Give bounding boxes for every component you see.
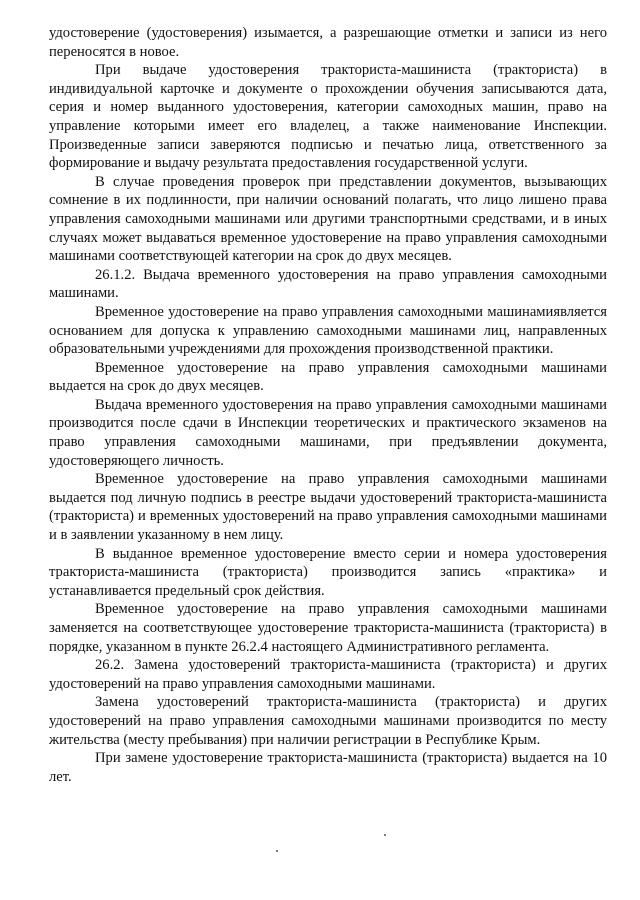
document-page [49, 24, 607, 786]
section-heading: 26.2. Замена удостоверений тракториста-машиниста (тракториста) и других удостоверений на право управления самоходными машинами. [49, 657, 607, 692]
paragraph: Временное удостоверение на право управления самоходными машинамиявляется основанием для допуска к управлению самоходными машинами лиц, направленных образовательными учреждениями для прохождения производственной практики. [49, 303, 607, 358]
scan-speck [276, 850, 278, 852]
paragraph: При выдаче удостоверения тракториста-машиниста (тракториста) в индивидуальной карточке и документе о прохождении обучения записываются дата, серия и номер выданного удостоверения, категории самоходных машин, право на управление которыми имеет его владелец, а также наименование Инспекции. Произведенные записи заверяются подписью и печатью лица, ответственного за формирование и выдачу результата предоставления государственной услуги. [49, 62, 607, 172]
paragraph: В выданное временное удостоверение вместо серии и номера удостоверения тракториста-машиниста (тракториста) производится запись «практика» и устанавливается предельный срок действия. [49, 545, 607, 599]
paragraph: При замене удостоверение тракториста-машиниста (тракториста) выдается на 10 лет. [49, 750, 607, 785]
section-heading: 26.1.2. Выдача временного удостоверения на право управления самоходными машинами. [49, 266, 607, 302]
paragraph: В случае проведения проверок при представлении документов, вызывающих сомнение в их подлинности, при наличии оснований полагать, что лицо лишено права управления самоходными машинами или другими транспортными средствами, и в иных случаях может выдаваться временное удостоверение на право управления самоходными машинами соответствующей категории на срок до двух месяцев. [49, 173, 607, 265]
paragraph: Временное удостоверение на право управления самоходными машинами выдается на срок до двух месяцев. [49, 359, 607, 395]
paragraph: Временное удостоверение на право управления самоходными машинами заменяется на соответствующее удостоверение тракториста-машиниста (тракториста) в порядке, указанном в пункте 26.2.4 настоящего Административного регламента. [49, 601, 607, 655]
paragraph: удостоверение (удостоверения) изымается, а разрешающие отметки и записи из него переносятся в новое. [49, 25, 607, 60]
paragraph: Временное удостоверение на право управления самоходными машинами выдается под личную подпись в реестре выдачи удостоверений тракториста-машиниста (тракториста) и временных удостоверений на право управления самоходными машинами и в заявлении указанному в нем лицу. [49, 471, 607, 544]
scan-speck [384, 834, 386, 836]
paragraph: Выдача временного удостоверения на право управления самоходными машинами производится после сдачи в Инспекции теоретических и практического экзаменов на право управления самоходными машинами, при предъявлении документа, удостоверяющего личность. [49, 396, 607, 469]
paragraph: Замена удостоверений тракториста-машиниста (тракториста) и других удостоверений на право управления самоходными машинами производится по месту жительства (месту пребывания) при наличии регистрации в Республике Крым. [49, 694, 607, 748]
